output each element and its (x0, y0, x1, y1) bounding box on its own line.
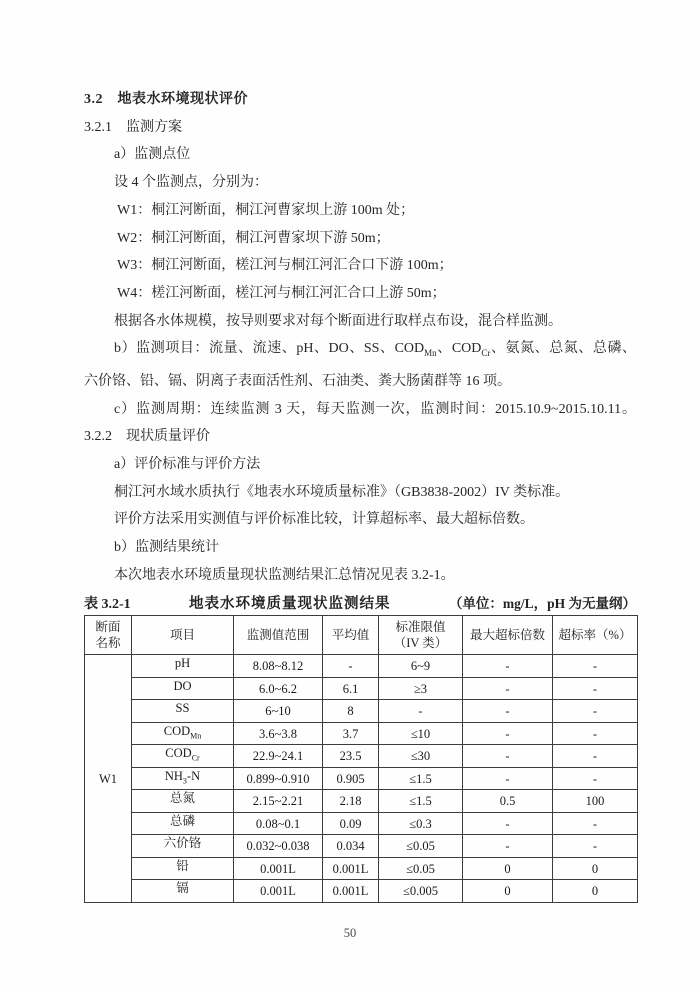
header-range: 监测值范围 (234, 616, 323, 655)
table-row (85, 655, 638, 678)
item-text: COD (165, 746, 192, 761)
item-cell (132, 790, 234, 813)
section-heading-3-2: 3.2 地表水环境现状评价 (84, 92, 248, 107)
avg-cell: 0.001L (323, 857, 379, 880)
header-max-exceed-ratio: 最大超标倍数 (463, 616, 553, 655)
table-row (85, 857, 638, 880)
ratio-cell: - (463, 835, 553, 858)
item-text: 总磷 (169, 813, 195, 828)
item-tail: -N (186, 768, 201, 783)
header-average: 平均值 (323, 616, 379, 655)
limit-cell: ≤1.5 (379, 790, 463, 813)
section-heading-3-2-1: 3.2.1 监测方案 (84, 119, 182, 135)
ratio-cell: 0 (463, 857, 553, 880)
table-title: 地表水环境质量现状监测结果 (189, 596, 391, 613)
ratio-cell: - (463, 812, 553, 835)
item-b-result-statistics: b）监测结果统计 (114, 540, 219, 556)
rate-cell: - (553, 767, 638, 790)
table-row (85, 835, 638, 858)
range-cell: 0.899~0.910 (234, 767, 323, 790)
table-header-row (85, 616, 638, 655)
avg-cell: 0.001L (323, 880, 379, 903)
b-items-text-2: 、COD (436, 341, 482, 357)
limit-cell: ≤1.5 (379, 767, 463, 790)
range-cell: 6~10 (234, 700, 323, 723)
table-row (85, 880, 638, 903)
b-items-text-3: 、氨氮、总氮、总磷、 (490, 341, 637, 357)
table-row (85, 790, 638, 813)
limit-cell: 6~9 (379, 655, 463, 678)
table-row (85, 767, 638, 790)
method-note: 评价方法采用实测值与评价标准比较，计算超标率、最大超标倍数。 (114, 512, 534, 528)
range-cell: 3.6~3.8 (234, 722, 323, 745)
ratio-cell: - (463, 767, 553, 790)
header-item: 项目 (132, 616, 234, 655)
limit-cell: ≤0.3 (379, 812, 463, 835)
item-text: COD (163, 723, 191, 738)
header-standard-limit-line1: 标准限值 (395, 620, 446, 635)
item-cell (132, 880, 234, 903)
table-row (85, 812, 638, 835)
header-section-name-line1: 断面 (95, 620, 121, 635)
item-text: 镉 (176, 881, 189, 896)
avg-cell: 6.1 (323, 677, 379, 700)
ratio-cell: - (463, 745, 553, 768)
table-row (85, 700, 638, 723)
item-subscript: Mn (190, 731, 202, 741)
cod-cr-subscript: Cr (481, 348, 491, 359)
table-caption (84, 592, 636, 613)
range-cell: 0.032~0.038 (234, 835, 323, 858)
limit-cell: ≤30 (379, 745, 463, 768)
limit-cell: ≤0.05 (379, 835, 463, 858)
results-note: 本次地表水环境质量现状监测结果汇总情况见表 3.2-1。 (114, 567, 455, 583)
sampling-note: 根据各水体规模，按导则要求对每个断面进行取样点布设，混合样监测。 (114, 313, 562, 329)
item-text: SS (175, 701, 190, 716)
point-w1: W1：桐江河断面，桐江河曹家坝上游 100m 处； (117, 202, 415, 218)
section-heading-3-2-2: 3.2.2 现状质量评价 (84, 429, 210, 445)
avg-cell: 0.09 (323, 812, 379, 835)
avg-cell: 0.034 (323, 835, 379, 858)
avg-cell: - (323, 655, 379, 678)
item-cell (132, 655, 234, 678)
avg-cell: 8 (323, 700, 379, 723)
item-cell (132, 767, 234, 790)
item-cell (132, 745, 234, 768)
range-cell: 0.001L (234, 880, 323, 903)
table-unit-note: （单位：mg/L，pH 为无量纲） (448, 596, 636, 612)
range-cell: 22.9~24.1 (234, 745, 323, 768)
avg-cell: 0.905 (323, 767, 379, 790)
rate-cell: - (553, 722, 638, 745)
rate-cell: 100 (553, 790, 638, 813)
item-b-monitoring-items-line1 (84, 335, 636, 368)
item-text: 铅 (176, 858, 189, 873)
avg-cell: 2.18 (323, 790, 379, 813)
rate-cell: 0 (553, 880, 638, 903)
monitoring-results-table (84, 615, 638, 903)
table-row (85, 677, 638, 700)
range-cell: 0.08~0.1 (234, 812, 323, 835)
header-exceed-rate: 超标率（%） (553, 616, 638, 655)
item-cell (132, 857, 234, 880)
item-cell (132, 835, 234, 858)
ratio-cell: 0.5 (463, 790, 553, 813)
range-cell: 6.0~6.2 (234, 677, 323, 700)
header-section-name (85, 616, 132, 655)
section-cell-w1: W1 (85, 655, 132, 903)
limit-cell: ≤10 (379, 722, 463, 745)
ratio-cell: - (463, 722, 553, 745)
standard-note: 桐江河水域水质执行《地表水环境质量标准》（GB3838-2002）IV 类标准。 (114, 484, 570, 500)
rate-cell: - (553, 812, 638, 835)
item-text: NH (164, 768, 183, 783)
rate-cell: - (553, 835, 638, 858)
page-number: 50 (343, 926, 357, 940)
header-standard-limit-line2: （IV 类） (393, 636, 448, 651)
item-a-evaluation-standard: a）评价标准与评价方法 (114, 456, 261, 472)
header-standard-limit (379, 616, 463, 655)
item-cell (132, 700, 234, 723)
item-c-monitoring-period: c）监测周期：连续监测 3 天，每天监测一次，监测时间：2015.10.9~2015.10.11。 (114, 401, 636, 417)
ratio-cell: - (463, 677, 553, 700)
point-w4: W4：槎江河断面，槎江河与桐江河汇合口上游 50m； (117, 285, 446, 301)
item-a-monitoring-points: a）监测点位 (114, 147, 191, 163)
item-text: 六价铬 (163, 836, 202, 851)
header-section-name-line2: 名称 (95, 636, 121, 651)
item-text: 总氮 (169, 791, 195, 806)
limit-cell: - (379, 700, 463, 723)
avg-cell: 3.7 (323, 722, 379, 745)
item-cell (132, 812, 234, 835)
table-row (85, 722, 638, 745)
limit-cell: ≤0.005 (379, 880, 463, 903)
rate-cell: - (553, 677, 638, 700)
item-cell (132, 722, 234, 745)
item-b-monitoring-items-line2: 六价铬、铅、镉、阴离子表面活性剂、石油类、粪大肠菌群等 16 项。 (84, 373, 511, 389)
range-cell: 0.001L (234, 857, 323, 880)
rate-cell: - (553, 745, 638, 768)
ratio-cell: 0 (463, 880, 553, 903)
item-text: DO (173, 678, 192, 693)
points-intro: 设 4 个监测点，分别为： (114, 175, 268, 191)
range-cell: 8.08~8.12 (234, 655, 323, 678)
rate-cell: 0 (553, 857, 638, 880)
item-text: pH (174, 656, 191, 671)
table-number: 表 3.2-1 (84, 597, 131, 613)
point-w2: W2：桐江河断面，桐江河曹家坝下游 50m； (117, 230, 390, 246)
point-w3: W3：桐江河断面，槎江河与桐江河汇合口下游 100m； (117, 258, 453, 274)
limit-cell: ≤0.05 (379, 857, 463, 880)
ratio-cell: - (463, 655, 553, 678)
ratio-cell: - (463, 700, 553, 723)
table-row (85, 745, 638, 768)
item-cell (132, 677, 234, 700)
limit-cell: ≥3 (379, 677, 463, 700)
item-subscript: Cr (191, 753, 200, 763)
b-items-text-1: b）监测项目：流量、流速、pH、DO、SS、COD (114, 341, 425, 357)
rate-cell: - (553, 655, 638, 678)
avg-cell: 23.5 (323, 745, 379, 768)
rate-cell: - (553, 700, 638, 723)
item-subscript: 3 (182, 776, 187, 786)
range-cell: 2.15~2.21 (234, 790, 323, 813)
cod-mn-subscript: Mn (424, 348, 437, 359)
